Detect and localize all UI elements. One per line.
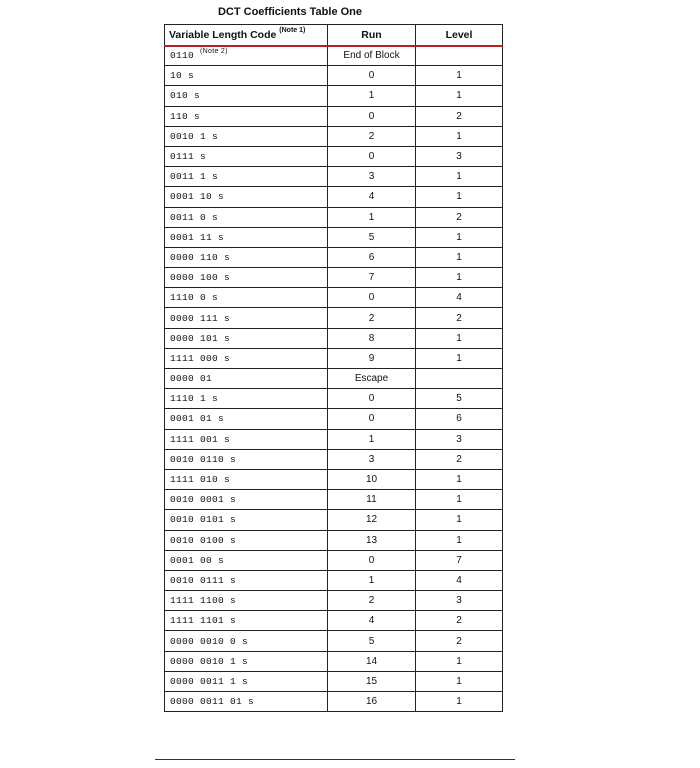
table-row xyxy=(165,106,503,126)
level-cell xyxy=(416,369,503,389)
level-cell: 5 xyxy=(416,389,503,409)
header-level: Level xyxy=(416,25,503,46)
level-cell: 1 xyxy=(416,651,503,671)
code-value: 0000 101 s xyxy=(170,332,231,344)
code-cell xyxy=(165,409,328,429)
level-cell: 2 xyxy=(416,207,503,227)
run-cell: 15 xyxy=(328,671,416,691)
table-row xyxy=(165,207,503,227)
level-cell: 3 xyxy=(416,146,503,166)
level-cell: 4 xyxy=(416,288,503,308)
code-value: 0111 s xyxy=(170,151,207,163)
code-value: 0000 0011 1 s xyxy=(170,675,249,687)
level-cell: 3 xyxy=(416,591,503,611)
run-cell: 0 xyxy=(328,288,416,308)
code-value: 0000 0011 01 s xyxy=(170,696,255,708)
code-value: 10 s xyxy=(170,70,195,82)
table-body xyxy=(165,46,503,712)
code-value: 0000 01 xyxy=(170,373,213,385)
level-cell: 3 xyxy=(416,429,503,449)
table-row xyxy=(165,570,503,590)
table-row xyxy=(165,328,503,348)
table-row xyxy=(165,429,503,449)
code-value: 0010 0110 s xyxy=(170,453,237,465)
level-cell: 6 xyxy=(416,409,503,429)
run-cell: 3 xyxy=(328,449,416,469)
table-row xyxy=(165,187,503,207)
table-row xyxy=(165,308,503,328)
level-cell: 1 xyxy=(416,66,503,86)
code-cell xyxy=(165,530,328,550)
code-cell xyxy=(165,591,328,611)
table-row xyxy=(165,86,503,106)
table-row xyxy=(165,530,503,550)
table-row xyxy=(165,692,503,712)
table-row xyxy=(165,247,503,267)
code-value: 0010 1 s xyxy=(170,130,219,142)
code-cell xyxy=(165,86,328,106)
table-row xyxy=(165,550,503,570)
table-row xyxy=(165,227,503,247)
table-row xyxy=(165,389,503,409)
level-cell: 1 xyxy=(416,348,503,368)
code-cell xyxy=(165,46,328,66)
code-cell xyxy=(165,389,328,409)
code-value: 1111 1100 s xyxy=(170,595,237,607)
level-cell: 1 xyxy=(416,227,503,247)
level-cell: 2 xyxy=(416,611,503,631)
code-cell xyxy=(165,146,328,166)
run-cell: 0 xyxy=(328,146,416,166)
run-cell: 0 xyxy=(328,409,416,429)
code-cell xyxy=(165,348,328,368)
code-value: 010 s xyxy=(170,90,201,102)
code-cell xyxy=(165,671,328,691)
code-cell xyxy=(165,227,328,247)
table-row xyxy=(165,369,503,389)
code-value: 0001 10 s xyxy=(170,191,225,203)
header-variable-length-code xyxy=(165,25,328,46)
level-cell: 4 xyxy=(416,570,503,590)
code-value: 0000 0010 1 s xyxy=(170,655,249,667)
header-code-note: (Note 1) xyxy=(279,26,306,34)
table-row xyxy=(165,288,503,308)
code-value: 0011 0 s xyxy=(170,211,219,223)
table-row xyxy=(165,146,503,166)
code-value: 0001 11 s xyxy=(170,231,225,243)
table-row xyxy=(165,631,503,651)
code-cell xyxy=(165,490,328,510)
table-row xyxy=(165,469,503,489)
code-cell xyxy=(165,106,328,126)
code-cell xyxy=(165,247,328,267)
code-cell xyxy=(165,651,328,671)
level-cell: 1 xyxy=(416,268,503,288)
code-cell xyxy=(165,328,328,348)
run-cell: 11 xyxy=(328,490,416,510)
level-cell: 1 xyxy=(416,167,503,187)
table-row xyxy=(165,167,503,187)
code-value: 110 s xyxy=(170,110,201,122)
run-cell: 0 xyxy=(328,389,416,409)
code-cell xyxy=(165,429,328,449)
code-cell xyxy=(165,369,328,389)
header-code-label: Variable Length Code xyxy=(169,28,277,41)
run-cell: 1 xyxy=(328,86,416,106)
code-cell xyxy=(165,570,328,590)
table-row xyxy=(165,611,503,631)
run-cell: 2 xyxy=(328,308,416,328)
code-cell xyxy=(165,187,328,207)
run-cell: 0 xyxy=(328,550,416,570)
level-cell: 1 xyxy=(416,692,503,712)
code-cell xyxy=(165,510,328,530)
code-cell xyxy=(165,288,328,308)
level-cell: 1 xyxy=(416,671,503,691)
run-cell: 2 xyxy=(328,591,416,611)
level-cell: 1 xyxy=(416,510,503,530)
run-cell: 0 xyxy=(328,66,416,86)
code-note: (Note 2) xyxy=(200,48,228,56)
run-cell: 14 xyxy=(328,651,416,671)
level-cell: 1 xyxy=(416,469,503,489)
code-value: 1111 010 s xyxy=(170,474,231,486)
table-row xyxy=(165,651,503,671)
code-cell xyxy=(165,449,328,469)
code-value: 0010 0100 s xyxy=(170,534,237,546)
table-header-row xyxy=(165,25,503,46)
run-cell: 1 xyxy=(328,429,416,449)
run-cell: 4 xyxy=(328,187,416,207)
run-cell: 16 xyxy=(328,692,416,712)
table-row xyxy=(165,66,503,86)
run-cell: 7 xyxy=(328,268,416,288)
run-cell: 9 xyxy=(328,348,416,368)
run-cell: 2 xyxy=(328,126,416,146)
run-cell: 6 xyxy=(328,247,416,267)
level-cell: 1 xyxy=(416,187,503,207)
code-cell xyxy=(165,66,328,86)
table-row xyxy=(165,348,503,368)
level-cell: 2 xyxy=(416,449,503,469)
code-value: 0000 110 s xyxy=(170,251,231,263)
run-cell: 8 xyxy=(328,328,416,348)
table-row xyxy=(165,268,503,288)
code-cell xyxy=(165,550,328,570)
code-value: 0011 1 s xyxy=(170,171,219,183)
run-cell: 12 xyxy=(328,510,416,530)
code-value: 1111 000 s xyxy=(170,352,231,364)
run-cell: 1 xyxy=(328,570,416,590)
level-cell: 2 xyxy=(416,106,503,126)
code-cell xyxy=(165,631,328,651)
table-row xyxy=(165,46,503,66)
level-cell xyxy=(416,46,503,66)
table-row xyxy=(165,591,503,611)
table-title: DCT Coefficients Table One xyxy=(217,6,363,18)
run-cell: 4 xyxy=(328,611,416,631)
code-value: 0000 100 s xyxy=(170,272,231,284)
level-cell: 1 xyxy=(416,126,503,146)
code-value: 0001 00 s xyxy=(170,554,225,566)
code-value: 0001 01 s xyxy=(170,413,225,425)
code-value: 0110 xyxy=(170,50,195,62)
code-value: 1111 001 s xyxy=(170,433,231,445)
code-value: 1110 1 s xyxy=(170,393,219,405)
code-value: 1111 1101 s xyxy=(170,615,237,627)
level-cell: 1 xyxy=(416,490,503,510)
code-value: 0000 0010 0 s xyxy=(170,635,249,647)
run-cell: 3 xyxy=(328,167,416,187)
level-cell: 1 xyxy=(416,86,503,106)
code-value: 0000 111 s xyxy=(170,312,231,324)
table-row xyxy=(165,671,503,691)
code-cell xyxy=(165,692,328,712)
run-cell: Escape xyxy=(328,369,416,389)
level-cell: 1 xyxy=(416,328,503,348)
bottom-rule xyxy=(155,759,515,760)
level-cell: 1 xyxy=(416,530,503,550)
table-row xyxy=(165,449,503,469)
code-cell xyxy=(165,126,328,146)
code-cell xyxy=(165,268,328,288)
code-value: 1110 0 s xyxy=(170,292,219,304)
dct-coefficients-table xyxy=(164,24,503,712)
level-cell: 2 xyxy=(416,631,503,651)
level-cell: 2 xyxy=(416,308,503,328)
table-row xyxy=(165,510,503,530)
header-run: Run xyxy=(328,25,416,46)
level-cell: 1 xyxy=(416,247,503,267)
run-cell: 0 xyxy=(328,106,416,126)
code-cell xyxy=(165,611,328,631)
table-row xyxy=(165,126,503,146)
code-cell xyxy=(165,469,328,489)
code-value: 0010 0101 s xyxy=(170,514,237,526)
run-cell: 1 xyxy=(328,207,416,227)
run-cell: 10 xyxy=(328,469,416,489)
code-cell xyxy=(165,308,328,328)
code-value: 0010 0111 s xyxy=(170,574,237,586)
table-row xyxy=(165,409,503,429)
table-row xyxy=(165,490,503,510)
run-cell: 5 xyxy=(328,227,416,247)
code-cell xyxy=(165,207,328,227)
run-cell: 13 xyxy=(328,530,416,550)
code-value: 0010 0001 s xyxy=(170,494,237,506)
code-cell xyxy=(165,167,328,187)
level-cell: 7 xyxy=(416,550,503,570)
run-cell: End of Block xyxy=(328,46,416,66)
run-cell: 5 xyxy=(328,631,416,651)
